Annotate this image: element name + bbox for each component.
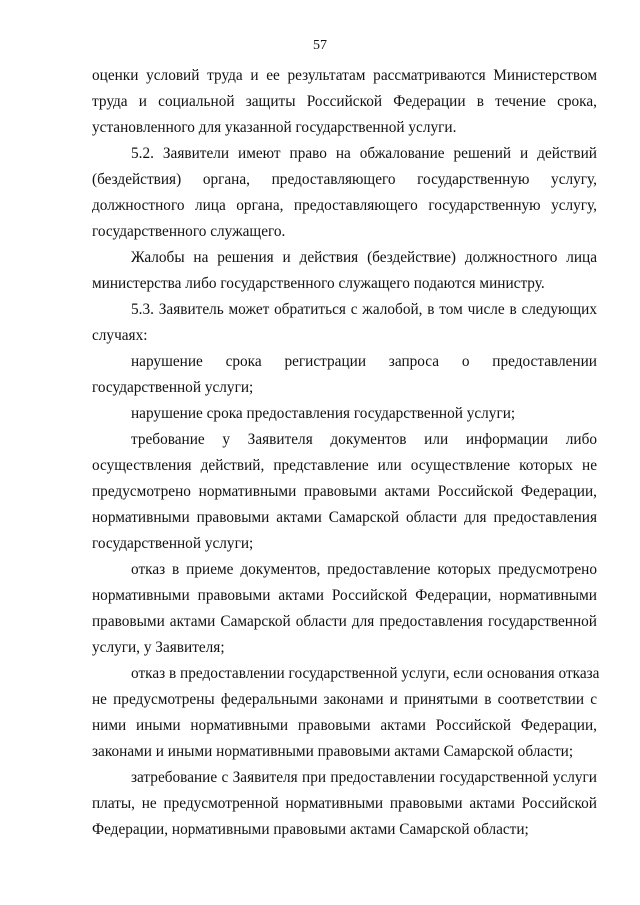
text-line: осуществления действий, представление или осуществление которых не [92, 457, 597, 474]
text-line: отказ в приеме документов, предоставление которых предусмотрено [131, 561, 597, 578]
list-item [92, 349, 597, 401]
text-line: государственной услуги; [92, 379, 254, 396]
list-item [92, 765, 597, 843]
text-line: государственного служащего. [92, 223, 286, 240]
text-line: отказ в предоставлении государственной услуги, если основания отказа [131, 665, 600, 682]
text-line: Жалобы на решения и действия (бездействие) должностного лица [131, 249, 597, 266]
text-line: Федерации, нормативными правовыми актами Самарской области; [92, 821, 529, 838]
paragraph-5-2 [92, 141, 597, 245]
list-item [92, 557, 597, 661]
text-line: законами и иными нормативными правовыми актами Самарской области; [92, 743, 574, 760]
text-line: нарушение срока регистрации запроса о предоставлении [131, 353, 597, 370]
paragraph [92, 245, 597, 297]
text-line: государственной услуги; [92, 535, 254, 552]
text-line: правовыми актами Самарской области для предоставления государственной [92, 613, 597, 630]
text-line: платы, не предусмотренной нормативными правовыми актами Российской [92, 795, 597, 812]
text-line: услуги, у Заявителя; [92, 639, 225, 656]
text-line: министерства либо государственного служащего подаются министру. [92, 275, 545, 292]
text-line: требование у Заявителя документов или информации либо [131, 431, 597, 448]
list-item [92, 427, 597, 557]
text-line: нарушение срока предоставления государственной услуги; [131, 405, 516, 422]
text-line: 5.2. Заявители имеют право на обжалование решений и действий [131, 145, 597, 162]
text-line: (бездействия) органа, предоставляющего государственную услугу, [92, 171, 597, 188]
text-line: ними иными нормативными правовыми актами Российской Федерации, [92, 717, 597, 734]
text-line: предусмотрено нормативными правовыми актами Российской Федерации, [92, 483, 597, 500]
text-line: оценки условий труда и ее результатам рассматриваются Министерством [92, 67, 597, 84]
text-line: не предусмотрены федеральными законами и принятыми в соответствии с [92, 691, 597, 708]
page-number: 57 [313, 38, 327, 53]
text-line: труда и социальной защиты Российской Федерации в течение срока, [92, 93, 597, 110]
paragraph-5-3 [92, 297, 597, 349]
text-line: 5.3. Заявитель может обратиться с жалобой, в том числе в следующих [131, 301, 597, 318]
document-body [92, 63, 600, 843]
paragraph [92, 63, 597, 141]
text-line: случаях: [92, 327, 148, 344]
text-line: нормативными правовыми актами Российской Федерации, нормативными [92, 587, 597, 604]
text-line: нормативными правовыми актами Самарской области для предоставления [92, 509, 597, 526]
list-item [92, 401, 597, 427]
list-item [92, 661, 600, 765]
text-line: установленного для указанной государственной услуги. [92, 119, 457, 136]
text-line: затребование с Заявителя при предоставлении государственной услуги [131, 769, 597, 786]
text-line: должностного лица органа, предоставляющего государственную услугу, [92, 197, 597, 214]
